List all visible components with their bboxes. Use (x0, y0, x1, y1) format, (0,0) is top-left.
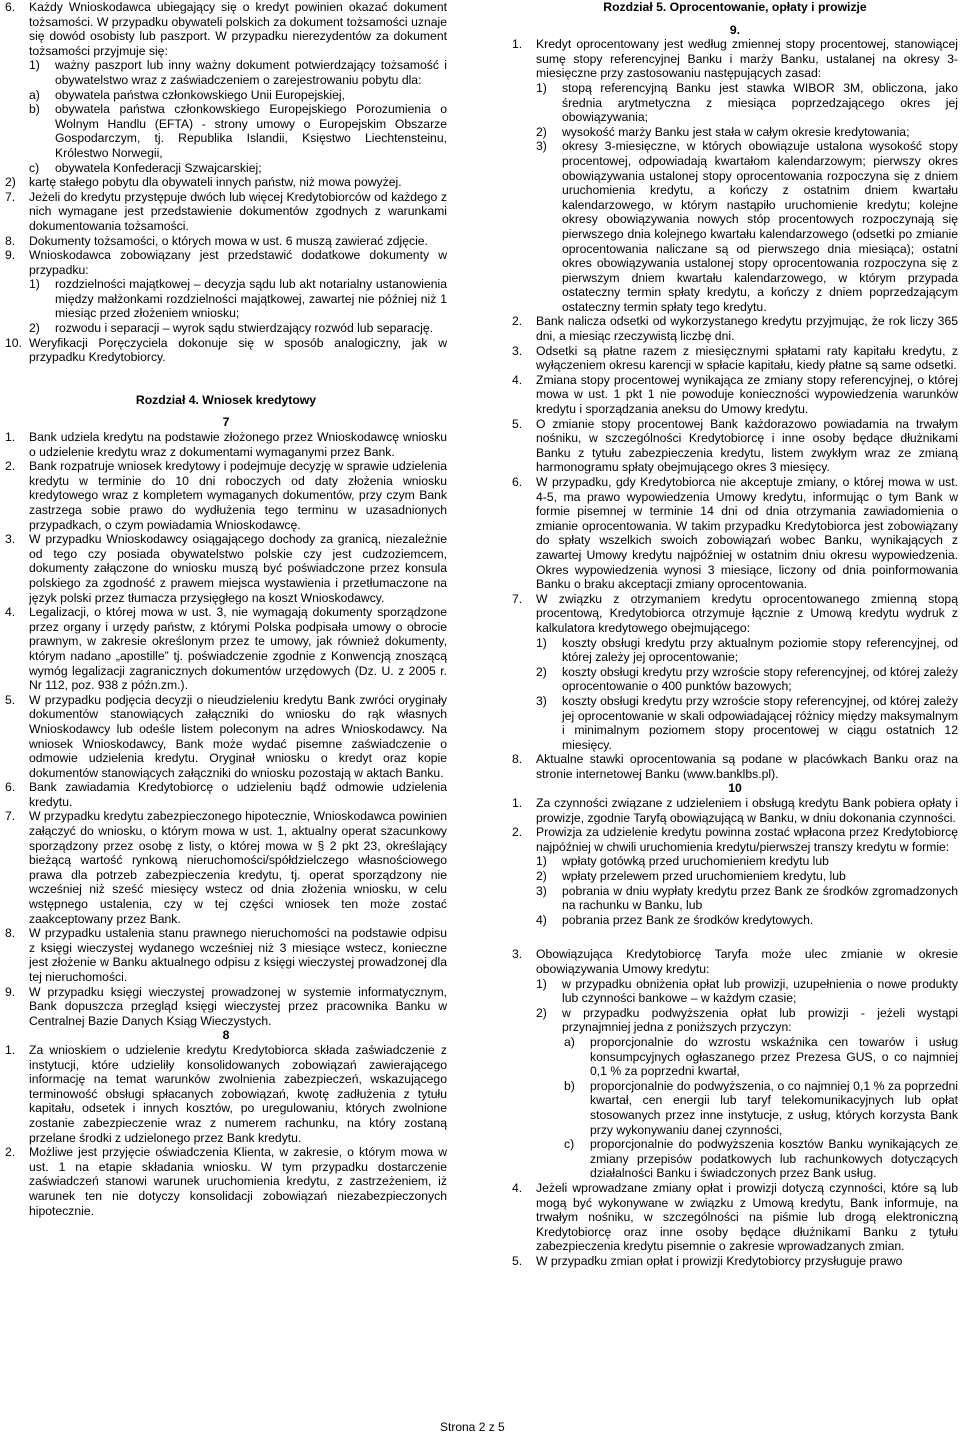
section-10-3-2b: b) proporcjonalnie do podwyższenia, o co najmniej 0,1 % za poprzedni kwartał, cen energii lub taryf telekomunikacyjnych lub opłat stosowanych przez inne instytucje, z usług, których korzysta Bank przy wykonywaniu danej czynności, (564, 1078, 958, 1137)
section-7-8: 8. W przypadku ustalenia stanu prawnego nieruchomości na podstawie odpisu z księgi wieczystej wydanego wcześniej niż 3 miesiące wstecz, konieczne jest złożenie w Banku aktualnego odpisu z księgi wieczystej prowadzonej dla tej nieruchomości. (5, 926, 447, 984)
section-7-2: 2. Bank rozpatruje wniosek kredytowy i podejmuje decyzję w sprawie udzielenia kredytu w terminie do 10 dni roboczych od daty złożenia wniosku kredytowego wraz z kompletem wymaganych dokumentów, przy czym Bank zastrzega sobie prawo do wydłużenia tego terminu w uzasadnionych przypadkach, o czym powiadamia Wnioskodawcę. (5, 459, 447, 532)
section-9-4: 4. Zmiana stopy procentowej wynikająca ze zmiany stopy referencyjnej, o której mowa w ust. 1 pkt 1 nie powoduje konieczności wypowiedzenia warunków kredytu i sporządzania aneksu do Umowy kredytu. (512, 372, 958, 417)
section-10-4: 4. Jeżeli wprowadzane zmiany opłat i prowizji dotyczą czynności, które są lub mogą być wykonywane w związku z Umową kredytu, Bank informuje, na trwałym nośniku, w szczególności na piśmie lub drogą elektroniczną Kredytobiorcę oraz inne osoby będące dłużnikami Banku z tytułu zabezpieczenia kredytu pisemnie o zakresie wprowadzanych zmian. (512, 1180, 958, 1254)
section-9-8: 8. Aktualne stawki oprocentowania są podane w placówkach Banku oraz na stronie internetowej Banku (www.banklbs.pl). (512, 752, 958, 781)
paragraph-6-2: 2) kartę stałego pobytu dla obywateli innych państw, niż mowa powyżej. (5, 175, 402, 190)
paragraph-6-1: 1) ważny paszport lub inny ważny dokument potwierdzający tożsamość i obywatelstwo wraz z zaświadczeniem o zarejestrowaniu pobytu dla: (29, 58, 447, 87)
section-7-9: 9. W przypadku księgi wieczystej prowadzonej w systemie informatycznym, Bank dopuszcza przegląd księgi wieczystej przez pracownika Banku w Centralnej Bazie Danych Ksiąg Wieczystych. (5, 984, 447, 1028)
section-10-3: 3. Obowiązująca Kredytobiorcę Taryfa może ulec zmianie w okresie obowiązywania Umowy kredytu: (512, 947, 958, 976)
section-9-1: 1. Kredyt oprocentowany jest według zmiennej stopy procentowej, stanowiącej sumę stopy referencyjnej Banku i marży Banku, ustalanej na okresy 3-miesięczne przy zastosowaniu następujących zasad: (512, 37, 958, 81)
section-7-7: 7. W przypadku kredytu zabezpieczonego hipotecznie, Wnioskodawca powinien załączyć do wniosku, o którym mowa w ust. 1, aktualny operat szacunkowy sporządzony przez osobę z listy, o której mowa w § 2 pkt 23, określający bieżącą wartość rynkową nieruchomości/spółdzielczego własnościowego prawa dla potrzeb zabezpieczenia kredytu, tj. operat sporządzony nie wcześniej niż sześć miesięcy wstecz od dnia złożenia wniosku, w celu wstępnego ustalenia, czy w tej części wniosek ten może zostać zaakceptowany przez Bank. (5, 809, 447, 926)
section-10-2-2: 2) wpłaty przelewem przed uruchomieniem kredytu, lub (536, 869, 846, 884)
section-9-1-2: 2) wysokość marży Banku jest stała w całym okresie kredytowania; (536, 124, 910, 139)
page-number-footer: Strona 2 z 5 (440, 1420, 505, 1434)
paragraph-9: 9. Wnioskodawca zobowiązany jest przedstawić dodatkowe dokumenty w przypadku: (5, 248, 447, 277)
section-9-5: 5. O zmianie stopy procentowej Bank każdorazowo powiadamia na trwałym nośniku, w szczególności Kredytobiorcę i inne osoby będące dłużnikami Banku z tytułu zabezpieczenia kredytu, listem zwykłym wraz ze zmianą harmonogramu spłaty obejmującego okres 3 miesięcy. (512, 416, 958, 475)
paragraph-10: 10. Weryfikacji Poręczyciela dokonuje się w sposób analogiczny, jak w przypadku Kredytobiorcy. (5, 335, 447, 365)
paragraph-6-1a: a) obywatela państwa członkowskiego Unii Europejskiej, (29, 87, 345, 102)
section-10-heading: 10 (728, 781, 742, 796)
section-9-7-1: 1) koszty obsługi kredytu przy aktualnym poziomie stopy referencyjnej, od której zależy jej oprocentowanie; (536, 635, 958, 665)
section-7-5: 5. W przypadku podjęcia decyzji o nieudzieleniu kredytu Bank zwróci oryginały dokumentów stanowiących załączniki do wniosku do rąk własnych Wnioskodawcy lub odeśle listem poleconym na adres Wnioskodawcy. Na wniosek Wnioskodawcy, Bank może wydać pisemne zaświadczenie o odmowie udzielenia kredytu. Oryginał wniosku o kredyt oraz kopie dokumentów stanowiących załączniki do wniosku pozostają w aktach Banku. (5, 692, 447, 780)
left-column (5, 0, 447, 1218)
section-9-1-1: 1) stopą referencyjną Banku jest stawka WIBOR 3M, obliczona, jako średnia arytmetyczna z miesiąca poprzedzającego okres jej obowiązywania; (536, 80, 958, 125)
section-7-heading: 7 (222, 415, 230, 430)
paragraph-8: 8. Dokumenty tożsamości, o których mowa w ust. 6 muszą zawierać zdjęcie. (5, 233, 428, 248)
section-7-1: 1. Bank udziela kredytu na podstawie złożonego przez Wnioskodawcę wniosku o udzielenie kredytu wraz z dokumentami wymaganymi przez Bank. (5, 430, 447, 459)
section-10-2-4: 4) pobrania przez Bank ze środków kredytowych. (536, 912, 814, 927)
section-9-7: 7. W związku z otrzymaniem kredytu oprocentowanego zmienną stopą procentową, Kredytobiorca otrzymuje łącznie z Umową kredytu wydruk z kalkulatora kredytowego obejmującego: (512, 591, 958, 635)
section-10-1: 1. Za czynności związane z udzieleniem i obsługą kredytu Bank pobiera opłaty i prowizje, zgodnie Taryfą obowiązującą w Banku, w dniu dokonania czynności. (512, 796, 958, 825)
section-8-heading: 8 (222, 1028, 230, 1043)
section-9-7-2: 2) koszty obsługi kredytu przy wzroście stopy referencyjnej, od której zależy oprocentowanie o 400 punktów bazowych; (536, 664, 958, 694)
paragraph-6-1c: c) obywatela Konfederacji Szwajcarskiej; (29, 160, 262, 175)
section-10-3-2c: c) proporcjonalnie do podwyższenia kosztów Banku wynikających ze zmiany przepisów podatkowych lub rachunkowych dotyczących działalności Banku i świadczonych przez Bank usług. (564, 1137, 958, 1181)
section-10-5: 5. W przypadku zmian opłat i prowizji Kredytobiorcy przysługuje prawo (512, 1253, 903, 1268)
paragraph-9-2: 2) rozwodu i separacji – wyrok sądu stwierdzający rozwód lub separację. (29, 321, 433, 336)
section-9-heading: 9. (729, 22, 741, 37)
paragraph-6-1b: b) obywatela państwa członkowskiego Europejskiego Porozumienia o Wolnym Handlu (EFTA) - strony umowy o Europejskim Obszarze Gospodarczym, tj. Republika Islandii, Księstwo Liechtensteinu, Królestwo Norwegii, (29, 102, 447, 160)
section-10-2-1: 1) wpłaty gotówką przed uruchomieniem kredytu lub (536, 854, 829, 869)
paragraph-7: 7. Jeżeli do kredytu przystępuje dwóch lub więcej Kredytobiorców od każdego z nich wymagane jest przedstawienie dokumentów zgodnych z warunkami dokumentowania tożsamości. (5, 189, 447, 233)
chapter-5-heading: Rozdział 5. Oprocentowanie, opłaty i prowizje (603, 0, 867, 14)
chapter-4-heading: Rozdział 4. Wniosek kredytowy (135, 392, 317, 407)
section-10-2-3: 3) pobrania w dniu wypłaty kredytu przez Bank ze środków zgromadzonych na rachunku w Banku, lub (536, 883, 958, 913)
right-column (512, 0, 958, 1268)
section-7-4: 4. Legalizacji, o której mowa w ust. 3, nie wymagają dokumenty sporządzone przez organy i urzędy państw, z którymi Polska podpisała umowy o obrocie prawnym, w zakresie określonym przez te umowy, jak również dokumenty, którym nadano „apostille” tj. poświadczenie zgodnie z Konwencją znoszącą wymóg legalizacji zagranicznych dokumentów urzędowych (Dz. U. z 2005 r. Nr 112, poz. 938 z późn.zm.). (5, 605, 447, 693)
section-10-3-2a: a) proporcjonalnie do wzrostu wskaźnika cen towarów i usług konsumpcyjnych ogłaszanego przez Prezesa GUS, o co najmniej 0,1 % za poprzedni kwartał, (564, 1034, 958, 1079)
section-10-3-1: 1) w przypadku obniżenia opłat lub prowizji, uzupełnienia o nowe produkty lub czynności bankowe – w każdym czasie; (536, 976, 958, 1006)
section-9-1-3: 3) okresy 3-miesięczne, w których obowiązuje ustalona wysokość stopy procentowej, odpowiadają kwartałom kalendarzowym; pierwszy okres obowiązywania ustalonej stopy oprocentowania rozpoczyna się z dniem uruchomienia kredytu, a kończy z ostatnim dniem kwartału kalendarzowego, w którym nastąpiło uruchomienie kredytu; kolejne okresy obowiązywania nowych stóp procentowych rozpoczynają się pierwszego dnia kolejnego kwartału kalendarzowego (odsetki po zmianie oprocentowania naliczane są od pierwszego dnia miesiąca); ostatni okres obowiązywania ustalonej stopy oprocentowania rozpoczyna się z pierwszym dniem kwartału kalendarzowego, w którym przypada ostateczny termin spłaty kredytu, a kończy z dniem poprzedzającym ostateczny termin spłaty tego kredytu. (536, 139, 958, 314)
section-8-1: 1. Za wnioskiem o udzielenie kredytu Kredytobiorca składa zaświadczenie z instytucji, które udzieliły konsolidowanych zobowiązań zawierającego informację na temat warunków zwolnienia zabezpieczeń, wskazującego terminowość obsługi spłacanych zobowiązań, kwotę zadłużenia z tytułu kapitału, odsetek i innych kosztów, po uregulowaniu, których zwolnione zostanie zabezpieczenie wraz z numerem rachunku, na który zostaną przelane środki z udzielonego przez Bank kredytu. (5, 1042, 447, 1145)
section-10-3-2: 2) w przypadku podwyższenia opłat lub prowizji - jeżeli wystąpi przynajmniej jedna z poniższych przyczyn: (536, 1005, 958, 1035)
section-10-2: 2. Prowizja za udzielenie kredytu powinna zostać wpłacona przez Kredytobiorcę najpóźniej w chwili uruchomienia kredytu/pierwszej transzy kredytu w formie: (512, 825, 958, 854)
section-9-7-3: 3) koszty obsługi kredytu przy wzroście stopy referencyjnej, od której zależy jej oprocentowanie w skali odpowiadającej różnicy między maksymalnym i minimalnym poziomem stopy procentowej w ciągu ostatnich 12 miesięcy. (536, 693, 958, 752)
paragraph-9-1: 1) rozdzielności majątkowej – decyzja sądu lub akt notarialny ustanowienia między małżonkami rozdzielności majątkowej, zawartej nie później niż 1 miesiąc przed złożeniem wniosku; (29, 277, 447, 321)
section-7-3: 3. W przypadku Wnioskodawcy osiągającego dochody za granicą, niezależnie od tego czy posiada obywatelstwo polskie czy jest cudzoziemcem, dokumenty załączone do wniosku muszą być poświadczone przez konsula polskiego za zgodność z prawem miejsca wystawienia i przetłumaczone na język polski przez tłumacza przysięgłego na koszt Wnioskodawcy. (5, 532, 447, 605)
section-8-2: 2. Możliwe jest przyjęcie oświadczenia Klienta, w zakresie, o którym mowa w ust. 1 na etapie składania wniosku. W tym przypadku dostarczenie zaświadczeń stanowi warunek uruchomienia kredytu, z zastrzeżeniem, iż warunek ten nie dotyczy konsolidacji zobowiązań niezabezpieczonych hipotecznie. (5, 1145, 447, 1218)
section-9-6: 6. W przypadku, gdy Kredytobiorca nie akceptuje zmiany, o której mowa w ust. 4-5, ma prawo wypowiedzenia Umowy kredytu, informując o tym Bank w formie pisemnej w terminie 14 dni od dnia otrzymania zawiadomienia o zmianie oprocentowania. W takim przypadku Kredytobiorca jest zobowiązany do spłaty wszelkich swoich zobowiązań wobec Banku, wynikających z zawartej Umowy kredytu najpóźniej w ostatnim dniu okresu wypowiedzenia. Okres wypowiedzenia wynosi 3 miesiące, liczony od dnia poinformowania Banku o braku akceptacji zmiany oprocentowania. (512, 475, 958, 592)
section-7-6: 6. Bank zawiadamia Kredytobiorcę o udzieleniu bądź odmowie udzielenia kredytu. (5, 780, 447, 809)
paragraph-6: 6. Każdy Wnioskodawca ubiegający się o kredyt powinien okazać dokument tożsamości. W przypadku obywateli polskich za dokument tożsamości uznaje się dowód osobisty lub paszport. W przypadku nierezydentów za dokument tożsamości przyjmuje się: (5, 0, 447, 58)
section-9-3: 3. Odsetki są płatne razem z miesięcznymi spłatami raty kapitału kredytu, z wyłączeniem okresu karencji w spłacie kapitału, kiedy płatne są same odsetki. (512, 343, 958, 373)
section-9-2: 2. Bank nalicza odsetki od wykorzystanego kredytu przyjmując, że rok liczy 365 dni, a miesiąc rzeczywistą liczbę dni. (512, 314, 958, 344)
